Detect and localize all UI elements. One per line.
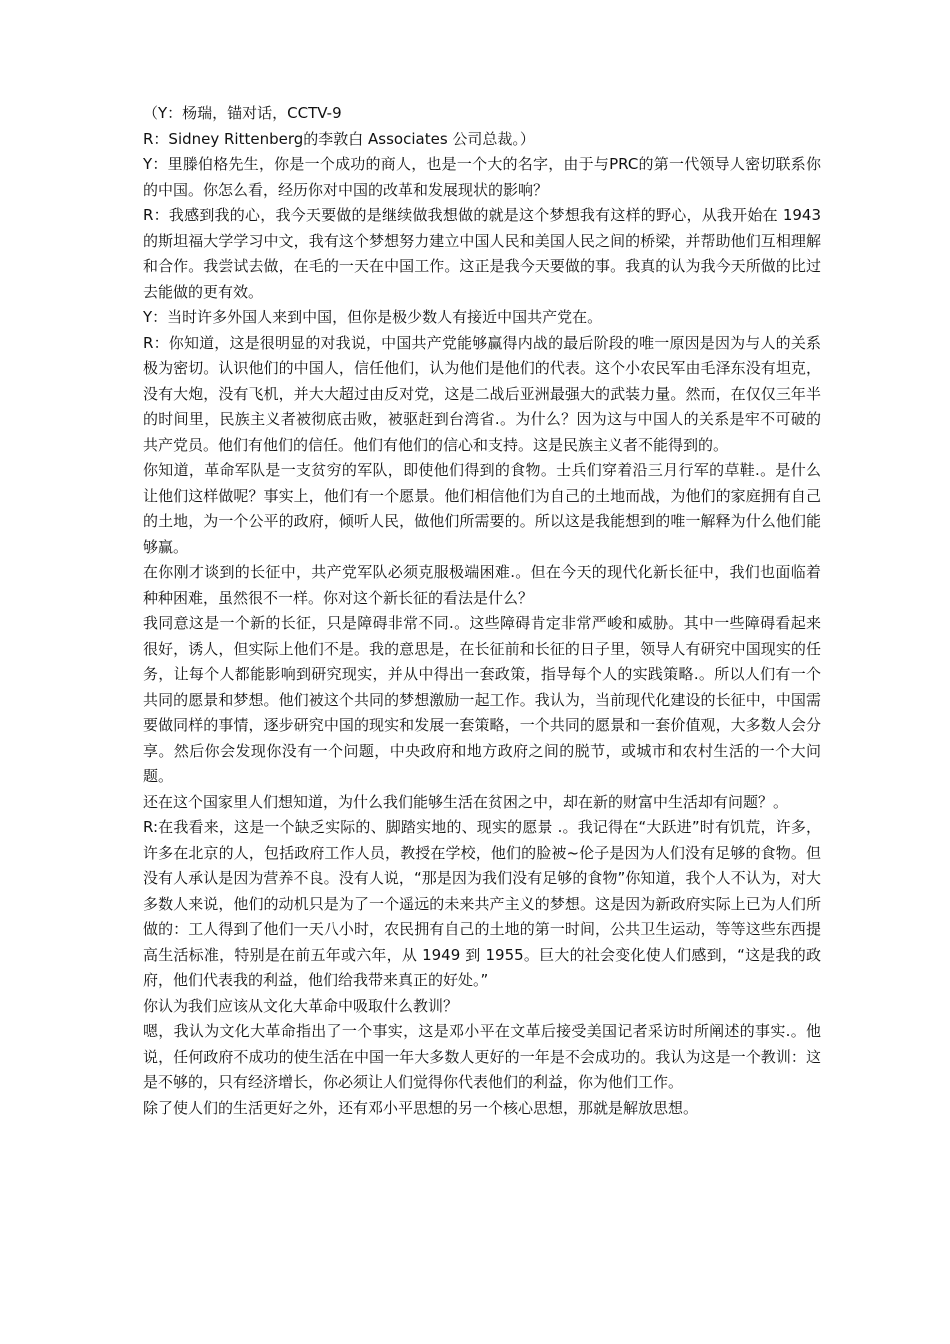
paragraph-answer-3: 我同意这是一个新的长征，只是障碍非常不同.。这些障碍肯定非常严峻和威胁。其中一些障碍看起来很好，诱人，但实际上他们不是。我的意思是，在长征前和长征的日子里，领导人有研究中国现实的任务，让每个人都能影响到研究现实，并从中得出一套政策，指导每个人的实践策略.。所以人们有一个共同的愿景和梦想。他们被这个共同的梦想激励一起工作。我认为，当前现代化建设的长征中，中国需要做同样的事情，逐步研究中国的现实和发展一套策略，一个共同的愿景和一套价值观，大多数人会分享。然后你会发现你没有一个问题，中央政府和地方政府之间的脱节，或城市和农村生活的一个大问题。: [143, 614, 821, 785]
paragraph-answer-2: R：你知道，这是很明显的对我说，中国共产党能够赢得内战的最后阶段的唯一原因是因为与人的关系极为密切。认识他们的中国人，信任他们，认为他们是他们的代表。这个小农民军由毛泽东没有坦克，没有大炮，没有飞机，并大大超过由反对党，这是二战后亚洲最强大的武装力量。然而，在仅仅三年半的时间里，民族主义者被彻底击败，被驱赶到台湾省.。为什么？因为这与中国人的关系是牢不可破的共产党员。他们有他们的信任。他们有他们的信心和支持。这是民族主义者不能得到的。: [143, 333, 821, 454]
paragraph-question-3: 在你刚才谈到的长征中，共产党军队必须克服极端困难.。但在今天的现代化新长征中，我们也面临着种种困难，虽然很不一样。你对这个新长征的看法是什么？: [143, 563, 821, 607]
paragraph-answer-2-cont: 你知道，革命军队是一支贫穷的军队，即使他们得到的食物。士兵们穿着沿三月行军的草鞋.。是什么让他们这样做呢？事实上，他们有一个愿景。他们相信他们为自己的土地而战，为他们的家庭拥有自己的土地，为一个公平的政府，倾听人民，做他们所需要的。所以这是我能想到的唯一解释为什么他们能够赢。: [143, 461, 821, 556]
paragraph-question-5: 你认为我们应该从文化大革命中吸取什么教训？: [143, 996, 459, 1015]
interview-transcript: [143, 101, 821, 1121]
paragraph-answer-4: R:在我看来，这是一个缺乏实际的、脚踏实地的、现实的愿景 .。我记得在“大跃进”时有饥荒，许多，许多在北京的人，包括政府工作人员，教授在学校，他们的脸被~伦子是因为人们没有足够的食物。但没有人承认是因为营养不良。没有人说，“那是因为我们没有足够的食物”你知道，我个人不认为，对大多数人来说，他们的动机只是为了一个遥远的未来共产主义的梦想。这是因为新政府实际上已为人们所做的：工人得到了他们一天八小时，农民拥有自己的土地的第一时间，公共卫生运动，等等这些东西提高生活标准，特别是在前五年或六年，从 1949 到 1955。巨大的社会变化使人们感到，“这是我的政府，他们代表我的利益，他们给我带来真正的好处。”: [143, 818, 821, 989]
paragraph-answer-1: R：我感到我的心，我今天要做的是继续做我想做的就是这个梦想我有这样的野心，从我开始在 1943 的斯坦福大学学习中文，我有这个梦想努力建立中国人民和美国人民之间的桥梁，并帮助他们互相理解和合作。我尝试去做，在毛的一天在中国工作。这正是我今天要做的事。我真的认为我今天所做的比过去能做的更有效。: [143, 206, 821, 301]
paragraph-question-1: Y：里滕伯格先生，你是一个成功的商人，也是一个大的名字，由于与PRC的第一代领导人密切联系你的中国。你怎么看，经历你对中国的改革和发展现状的影响？: [143, 155, 821, 199]
paragraph-question-2: Y：当时许多外国人来到中国，但你是极少数人有接近中国共产党在。: [143, 308, 603, 326]
paragraph-header-y: （Y：杨瑞，锚对话，CCTV-9: [143, 104, 342, 122]
paragraph-answer-5: 嗯，我认为文化大革命指出了一个事实，这是邓小平在文革后接受美国记者采访时所阐述的事实.。他说，任何政府不成功的使生活在中国一年大多数人更好的一年是不会成功的。我认为这是一个教训：这是不够的，只有经济增长，你必须让人们觉得你代表他们的利益，你为他们工作。: [143, 1022, 821, 1091]
paragraph-question-6: 除了使人们的生活更好之外，还有邓小平思想的另一个核心思想，那就是解放思想。: [143, 1098, 699, 1117]
paragraph-header-r: R：Sidney Rittenberg的李敦白 Associates 公司总裁。）: [143, 129, 535, 148]
paragraph-question-4: 还在这个国家里人们想知道，为什么我们能够生活在贫困之中，却在新的财富中生活却有问题？。: [143, 792, 789, 811]
